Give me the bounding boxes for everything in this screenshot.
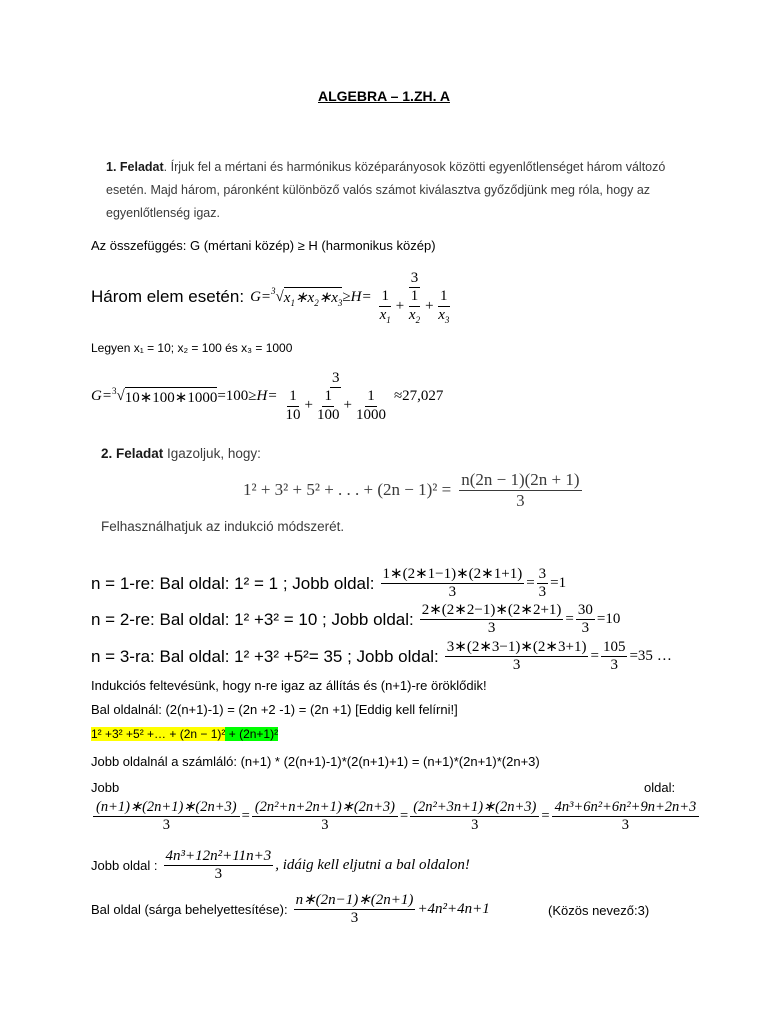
expansion-chain: $\frac{(n+1)∗(2n+1)∗(2n+3)}{3}$ = $\frac{\text{(2n²+n+2n+1)∗(2n+3)}}{3}$ = $\frac{\text{(2n²+3n+1)∗(2n+3)}}{3}$ = $\frac{\text{4n³+6n²+6n²+9n+2n+3}}{3}$ bbox=[91, 799, 701, 833]
case-row-1: n = 1-re: Bal oldal: 1² = 1 ; Jobb oldal: $\frac{1∗(2∗1-1)∗(2∗1+1)}{3}$ = $\frac{3}{3}$ =1 bbox=[91, 566, 567, 601]
left-side-text: Bal oldalnál: (2(n+1)-1) = (2n +2 -1) = (2n +1) [Eddig kell felírni!] bbox=[91, 702, 458, 717]
task2-hint: Felhasználhatjuk az indukció módszerét. bbox=[101, 519, 345, 534]
example-fraction: 3 $\frac{1}{10}$ + $\frac{1}{100}$ + $\frac{1}{1000}$ bbox=[285, 370, 386, 423]
task1-line3: egyenlőtlenség igaz. bbox=[106, 206, 220, 220]
case-row-3: n = 3-ra: Bal oldal: 1² +3² +5²= 35 ; Jobb oldal: $\frac{3∗(2∗3-1)∗(2∗3+1)}{3}$ = $\frac{105}{3}$ =35 … bbox=[91, 639, 672, 674]
task2-label: 2. Feladat bbox=[101, 446, 164, 461]
left-yellow-row: Bal oldal (sárga behelyettesítése): $\frac{n∗(2n-1)∗(2n+1)}{3}$ +4n²+4n+1 bbox=[91, 892, 490, 927]
case-row-2: n = 2-re: Bal oldal: 1² +3² = 10 ; Jobb oldal: $\frac{2∗(2∗2-1)∗(2∗2+1)}{3}$ = $\frac{30}{3}$ =10 bbox=[91, 602, 621, 637]
right-result-row: Jobb oldal : $\frac{\text{4n³+12n²+11n+3}}{3}$ , idáig kell eljutni a bal oldalon! bbox=[91, 848, 470, 883]
task1-block bbox=[106, 156, 665, 225]
three-elements-label: Három elem esetén: bbox=[91, 287, 245, 307]
gh-formula: G= 3 √ $x_1∗x_2∗x_3$ ≥H= 3 $\frac{1}{x_1}$ + $\frac{1}{x_2}$ + $\frac{1}{x_3}$ bbox=[250, 270, 457, 325]
series-yellow: 1² +3² +5² +… + (2n − 1)² bbox=[91, 727, 226, 741]
induction-text: Indukciós feltevésünk, hogy n-re igaz az állítás és (n+1)-re öröklődik! bbox=[91, 678, 487, 693]
series-highlight bbox=[91, 727, 278, 741]
example-formula: G= 3 √ 10∗100∗1000 =100≥ H= 3 $\frac{1}{10}$ + $\frac{1}{100}$ + $\frac{1}{1000}$ ≈27,027 bbox=[91, 370, 444, 423]
task1-line2: esetén. Majd három, páronként különböző valós számot kiválasztva győződjünk meg róla, hogy az bbox=[106, 183, 651, 197]
task1-line1: 1. Feladat. Írjuk fel a mértani és harmónikus középarányosok közötti egyenlőtlenséget három változó bbox=[106, 160, 666, 174]
let-text: Legyen x₁ = 10; x₂ = 100 és x₃ = 1000 bbox=[91, 341, 293, 355]
task2-formula: 1² + 3² + 5² + . . . + (2n − 1)² = $\frac{n(2n - 1)(2n + 1)}{3}$ bbox=[243, 470, 580, 510]
harmonic-fraction: 3 $\frac{1}{x_1}$ + $\frac{1}{x_2}$ + $\frac{1}{x_3}$ bbox=[379, 270, 450, 325]
page-title: ALGEBRA – 1.ZH. A bbox=[318, 88, 450, 104]
common-denominator-note: (Közös nevező:3) bbox=[548, 903, 650, 918]
relation-text: Az összefüggés: G (mértani közép) ≥ H (harmonikus közép) bbox=[91, 238, 436, 253]
task2-intro: 2. Feladat Igazoljuk, hogy: bbox=[101, 446, 261, 461]
jobb-label: Jobb bbox=[91, 780, 120, 795]
task1-label: 1. Feladat bbox=[106, 160, 164, 174]
oldal-label: oldal: bbox=[644, 780, 676, 795]
series-green: + (2n+1)² bbox=[225, 727, 279, 741]
example-result: ≈27,027 bbox=[393, 388, 444, 405]
three-elements-row bbox=[91, 270, 457, 325]
right-numerator-text: Jobb oldalnál a számláló: (n+1) * (2(n+1)-1)*(2(n+1)+1) = (n+1)*(2n+1)*(2n+3) bbox=[91, 754, 540, 769]
